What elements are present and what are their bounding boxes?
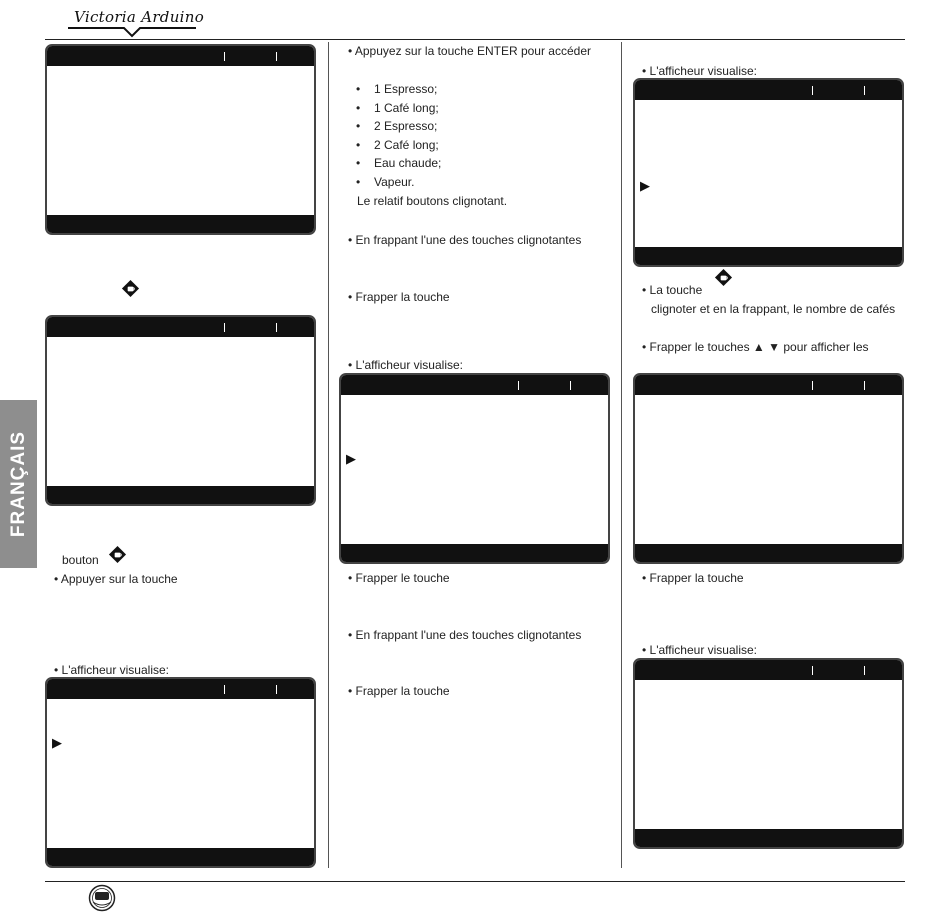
beverage-options-list <box>356 80 441 191</box>
footer-rule <box>45 881 905 882</box>
display-tick <box>812 86 813 95</box>
appuyer-instruction: • Appuyer sur la touche <box>54 572 178 586</box>
list-item: • Vapeur. <box>356 173 441 192</box>
display-bottom-bar <box>635 544 902 562</box>
coffee-cup-diamond-icon <box>108 545 127 564</box>
display-tick <box>276 323 277 332</box>
display-screen-4 <box>339 373 610 564</box>
display-top-bar <box>47 46 314 66</box>
display-cursor: ▶ <box>640 178 650 193</box>
coffee-cup-diamond-icon <box>121 279 140 298</box>
display-screen-6 <box>633 373 904 564</box>
brand-name: Victoria Arduino <box>74 8 205 26</box>
display-bottom-bar <box>635 247 902 265</box>
display-bottom-bar <box>47 848 314 866</box>
frappant-instruction-1: • En frappant l'une des touches clignotantes <box>348 233 582 247</box>
display-bottom-bar <box>341 544 608 562</box>
display-tick <box>276 685 277 694</box>
display-tick <box>864 381 865 390</box>
enter-instruction: • Appuyez sur la touche ENTER pour accéder <box>348 44 591 58</box>
display-top-bar <box>341 375 608 395</box>
frapper-instruction-1: • Frapper la touche <box>348 290 450 304</box>
display-tick <box>518 381 519 390</box>
display-tick <box>812 666 813 675</box>
brand-swoosh-icon <box>66 24 198 38</box>
display-tick <box>276 52 277 61</box>
column-divider-1 <box>328 42 329 868</box>
display-tick <box>864 86 865 95</box>
display-screen-3 <box>45 677 316 868</box>
list-item: • 1 Café long; <box>356 99 441 118</box>
display-bottom-bar <box>47 486 314 504</box>
frapper-instruction-2: • Frapper la touche <box>348 684 450 698</box>
display-tick <box>812 381 813 390</box>
display-top-bar <box>635 80 902 100</box>
list-item: • 2 Café long; <box>356 136 441 155</box>
display-cursor: ▶ <box>52 735 62 750</box>
display-cursor: ▶ <box>346 451 356 466</box>
brand-logo <box>66 4 205 38</box>
display-top-bar <box>635 375 902 395</box>
coffee-cup-diamond-icon <box>714 268 733 287</box>
frapper-le-instruction: • Frapper le touche <box>348 571 450 585</box>
display-bottom-bar <box>47 215 314 233</box>
afficheur-label: • L'afficheur visualise: <box>348 358 463 372</box>
bouton-label: bouton <box>62 553 99 567</box>
display-top-bar <box>47 679 314 699</box>
la-touche-label: • La touche <box>642 283 703 297</box>
display-tick <box>224 685 225 694</box>
afficheur-label: • L'afficheur visualise: <box>642 64 757 78</box>
list-item: • 1 Espresso; <box>356 80 441 99</box>
display-bottom-bar <box>635 829 902 847</box>
list-item: • Eau chaude; <box>356 154 441 173</box>
display-top-bar <box>47 317 314 337</box>
frapper-touches-instruction: • Frapper le touches ▲ ▼ pour afficher les <box>642 340 869 354</box>
frapper-instruction-3: • Frapper la touche <box>642 571 744 585</box>
column-divider-2 <box>621 42 622 868</box>
clignoter-text: clignoter et en la frappant, le nombre de cafés <box>651 302 896 316</box>
display-screen-2 <box>45 315 316 506</box>
list-item: • 2 Espresso; <box>356 117 441 136</box>
display-screen-7 <box>633 658 904 849</box>
frappant-instruction-2: • En frappant l'une des touches clignotantes <box>348 628 582 642</box>
display-tick <box>224 52 225 61</box>
header-rule <box>45 39 905 40</box>
espresso-club-logo-icon <box>87 884 117 912</box>
display-top-bar <box>635 660 902 680</box>
afficheur-label: • L'afficheur visualise: <box>54 663 169 677</box>
afficheur-label: • L'afficheur visualise: <box>642 643 757 657</box>
language-label: FRANÇAIS <box>7 430 29 538</box>
display-tick <box>224 323 225 332</box>
display-tick <box>570 381 571 390</box>
display-screen-5 <box>633 78 904 267</box>
language-tab <box>0 400 37 568</box>
display-screen-1 <box>45 44 316 235</box>
relatif-note: Le relatif boutons clignotant. <box>357 194 508 208</box>
display-tick <box>864 666 865 675</box>
